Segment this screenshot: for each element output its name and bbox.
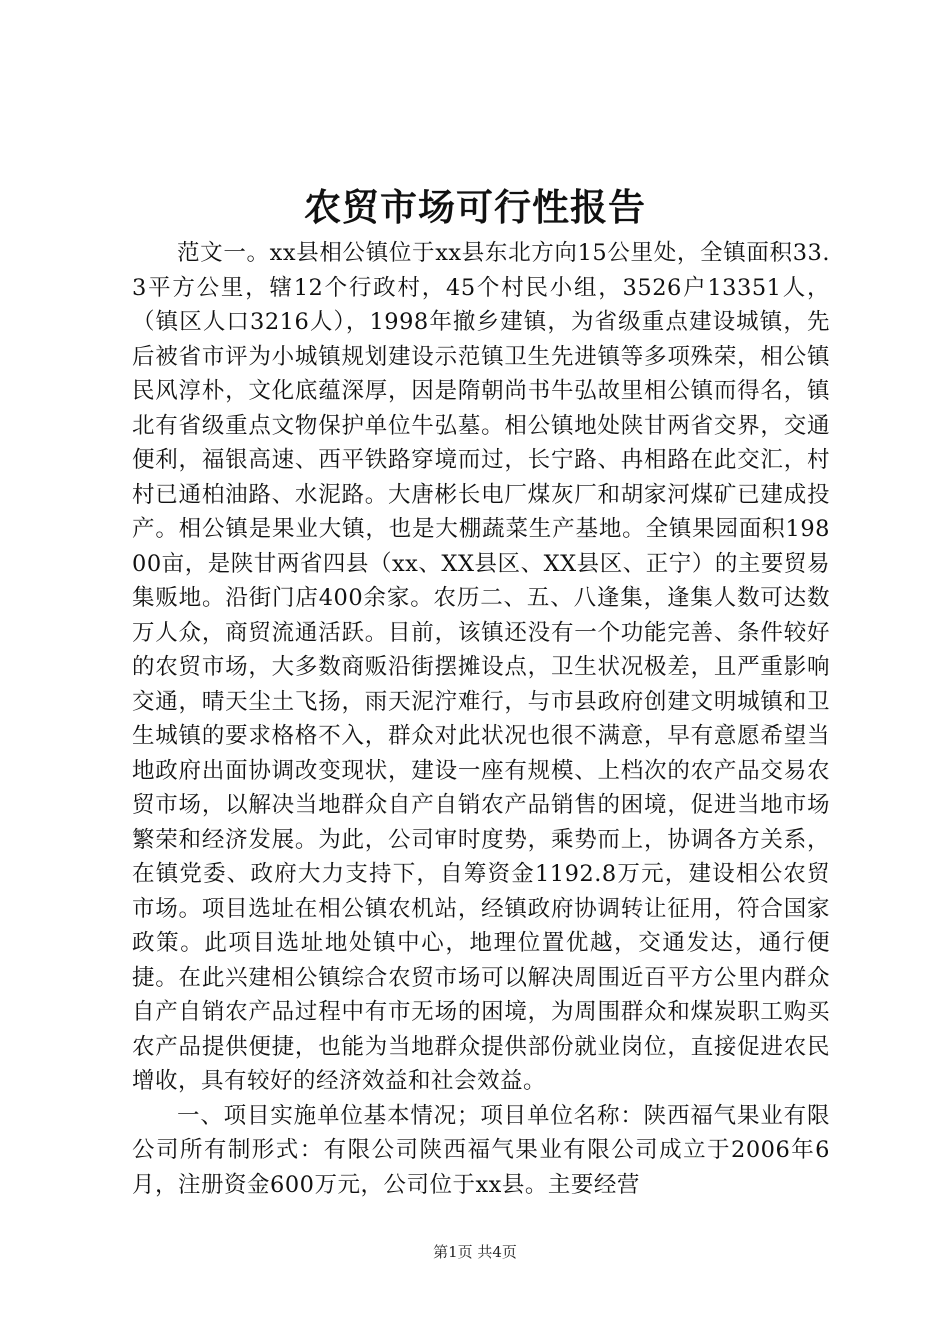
document-title: 农贸市场可行性报告 [304, 185, 646, 229]
body-paragraph: 范文一。xx县相公镇位于xx县东北方向15公里处，全镇面积33.3平方公里，辖12个行政村，45个村民小组，3526户13351人，（镇区人口3216人），1998年撤乡建镇，为省级重点建设城镇，先后被省市评为小城镇规划建设示范镇卫生先进镇等多项殊荣，相公镇民风淳朴，文化底蕴深厚，因是隋朝尚书牛弘故里相公镇而得名，镇北有省级重点文物保护单位牛弘墓。相公镇地处陕甘两省交界，交通便利，福银高速、西平铁路穿境而过，长宁路、冉相路在此交汇，村村已通柏油路、水泥路。大唐彬长电厂煤灰厂和胡家河煤矿已建成投产。相公镇是果业大镇，也是大棚蔬菜生产基地。全镇果园面积19800亩，是陕甘两省四县（xx、XX县区、XX县区、正宁）的主要贸易集贩地。沿街门店400余家。农历二、五、八逢集，逢集人数可达数万人众，商贸流通活跃。目前，该镇还没有一个功能完善、条件较好的农贸市场，大多数商贩沿街摆摊设点，卫生状况极差，且严重影响交通，晴天尘土飞扬，雨天泥泞难行，与市县政府创建文明城镇和卫生城镇的要求格格不入，群众对此状况也很不满意，早有意愿希望当地政府出面协调改变现状，建设一座有规模、上档次的农产品交易农贸市场，以解决当地群众自产自销农产品销售的困境，促进当地市场繁荣和经济发展。为此，公司审时度势，乘势而上，协调各方关系，在镇党委、政府大力支持下，自筹资金1192.8万元，建设相公农贸市场。项目选址在相公镇农机站，经镇政府协调转让征用，符合国家政策。此项目选址地处镇中心，地理位置优越，交通发达，通行便捷。在此兴建相公镇综合农贸市场可以解决周围近百平方公里内群众自产自销农产品过程中有市无场的困境，为周围群众和煤炭职工购买农产品提供便捷，也能为当地群众提供部份就业岗位，直接促进农民增收，具有较好的经济效益和社会效益。 [132, 240, 830, 1094]
page-footer: 第1页 共4页 [433, 1243, 517, 1261]
body-paragraph: 一、项目实施单位基本情况；项目单位名称：陕西福气果业有限公司所有制形式：有限公司陕西福气果业有限公司成立于2006年6月，注册资金600万元，公司位于xx县。主要经营 [132, 1102, 830, 1198]
document-body [132, 236, 830, 1202]
